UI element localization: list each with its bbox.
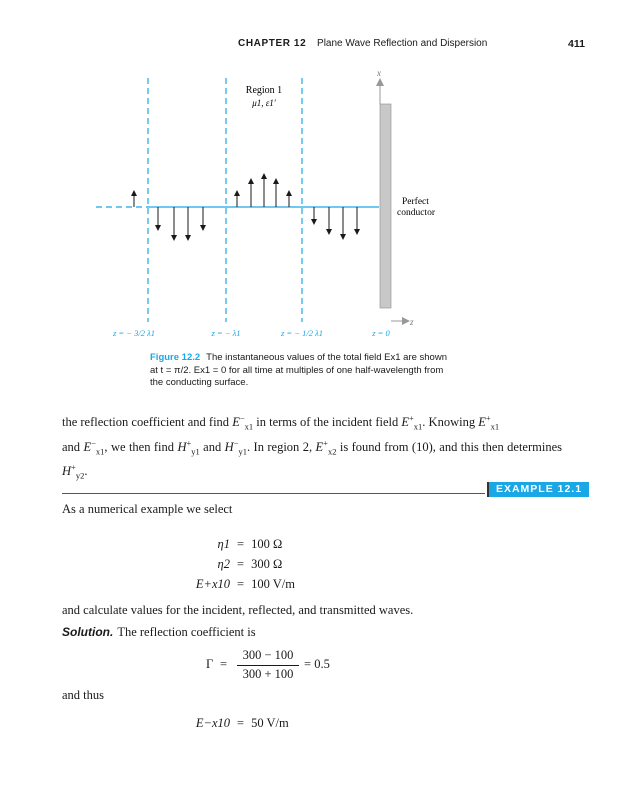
gamma-result: 0.5 (314, 657, 330, 671)
figure-12-2 (0, 60, 627, 350)
region-label: Region 1 (245, 85, 283, 96)
conductor-label-line1: Perfect (402, 197, 429, 207)
calc-text: and calculate values for the incident, reflected, and transmitted waves. (62, 603, 414, 617)
z-label: z = − 1/2 λ1 (280, 328, 324, 338)
equation-ex10-plus: E+x10 = 100 V/m (195, 577, 295, 591)
page-number: 411 (568, 38, 585, 50)
equation-eta2: η2 = 300 Ω (217, 557, 283, 571)
example-rule (62, 493, 485, 494)
running-header (238, 38, 487, 49)
solution-label: Solution. (62, 625, 114, 639)
region-params: μ1, ε1′ (252, 98, 276, 108)
chapter-label: CHAPTER 12 (238, 38, 307, 49)
caption-label: Figure 12.2 (150, 352, 201, 363)
solution-line (62, 625, 256, 640)
body-paragraph: the reflection coefficient and find $E^-_{x1}$ in terms of the incident field $E^+_{x1}$. Knowing $E^+_{x1}$ and $E^-_{x1}$, we then find $H^+_{y1}$ and $H^-_{y1}$. In region 2, $E^+_{x2}$ is found from (10), and this then determines $H^+_{y2}$. (62, 413, 562, 481)
solution-text: The reflection coefficient is (117, 625, 256, 639)
half-wavelength-lines (148, 78, 302, 322)
example-intro: As a numerical example we select (62, 502, 233, 516)
figure-caption (150, 352, 450, 390)
z-label: z = 0 (372, 328, 390, 338)
z-label: z = − λ1 (211, 328, 241, 338)
and-thus-text: and thus (62, 688, 105, 702)
gamma-denominator: 300 + 100 (242, 667, 294, 681)
perfect-conductor (380, 104, 391, 308)
z-axis-label: z (410, 317, 414, 327)
x-axis-label: x (377, 68, 381, 78)
gamma-numerator: 300 − 100 (242, 648, 294, 662)
chapter-title: Plane Wave Reflection and Dispersion (317, 38, 488, 49)
conductor-label-line2: conductor (397, 208, 435, 218)
z-label: z = − 3/2 λ1 (112, 328, 156, 338)
example-badge: EXAMPLE 12.1 (487, 482, 589, 497)
equation-eta1: η1 = 100 Ω (217, 537, 283, 551)
caption-text: The instantaneous values of the total field Ex1 are shown at t = π/2. Ex1 = 0 for all time at multiples of one half-wavelength from the conducting surface. (150, 352, 447, 388)
equation-ex10-minus: E−x10 = 50 V/m (195, 716, 289, 730)
